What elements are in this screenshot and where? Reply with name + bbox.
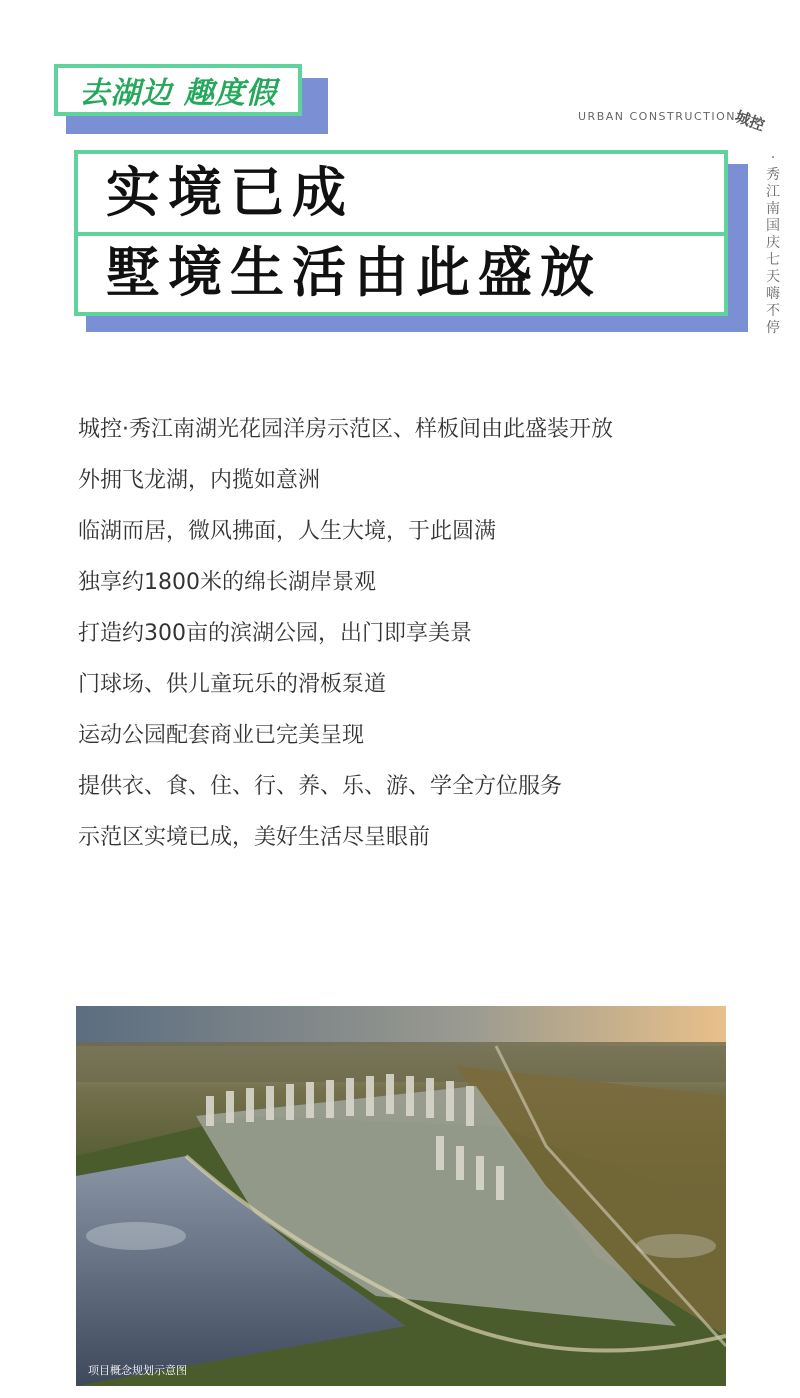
headline-box xyxy=(74,150,728,316)
image-caption: 项目概念规划示意图 xyxy=(88,1364,187,1377)
aerial-rendering-illustration xyxy=(76,1006,726,1386)
body-line: 运动公园配套商业已完美呈现 xyxy=(78,723,365,748)
body-line: 独享约1800米的绵长湖岸景观 xyxy=(78,570,376,595)
vertical-slogan: ·秀江南 国庆七天嗨不停 xyxy=(766,150,780,336)
slogan-text: 去湖边 趣度假 xyxy=(79,76,277,111)
body-text xyxy=(78,404,758,863)
headline-line-2: 墅境生活由此盛放 xyxy=(106,241,602,304)
brand-mark: 城控 xyxy=(732,107,768,135)
headline-line-1: 实境已成 xyxy=(106,161,354,224)
body-line: 临湖而居，微风拂面，人生大境，于此圆满 xyxy=(78,519,497,544)
body-line: 外拥飞龙湖，内揽如意洲 xyxy=(78,468,321,493)
headline-divider xyxy=(78,232,724,236)
english-subtitle: URBAN CONSTRUCTION xyxy=(578,110,736,123)
body-line: 提供衣、食、住、行、养、乐、游、学全方位服务 xyxy=(78,774,563,799)
body-line: 门球场、供儿童玩乐的滑板泵道 xyxy=(78,672,387,697)
body-line: 城控·秀江南湖光花园洋房示范区、样板间由此盛装开放 xyxy=(78,417,613,442)
slogan-tag xyxy=(54,64,302,116)
aerial-rendering-image xyxy=(76,1006,726,1386)
body-line: 示范区实境已成，美好生活尽呈眼前 xyxy=(78,825,431,850)
body-line: 打造约300亩的滨湖公园，出门即享美景 xyxy=(78,621,472,646)
